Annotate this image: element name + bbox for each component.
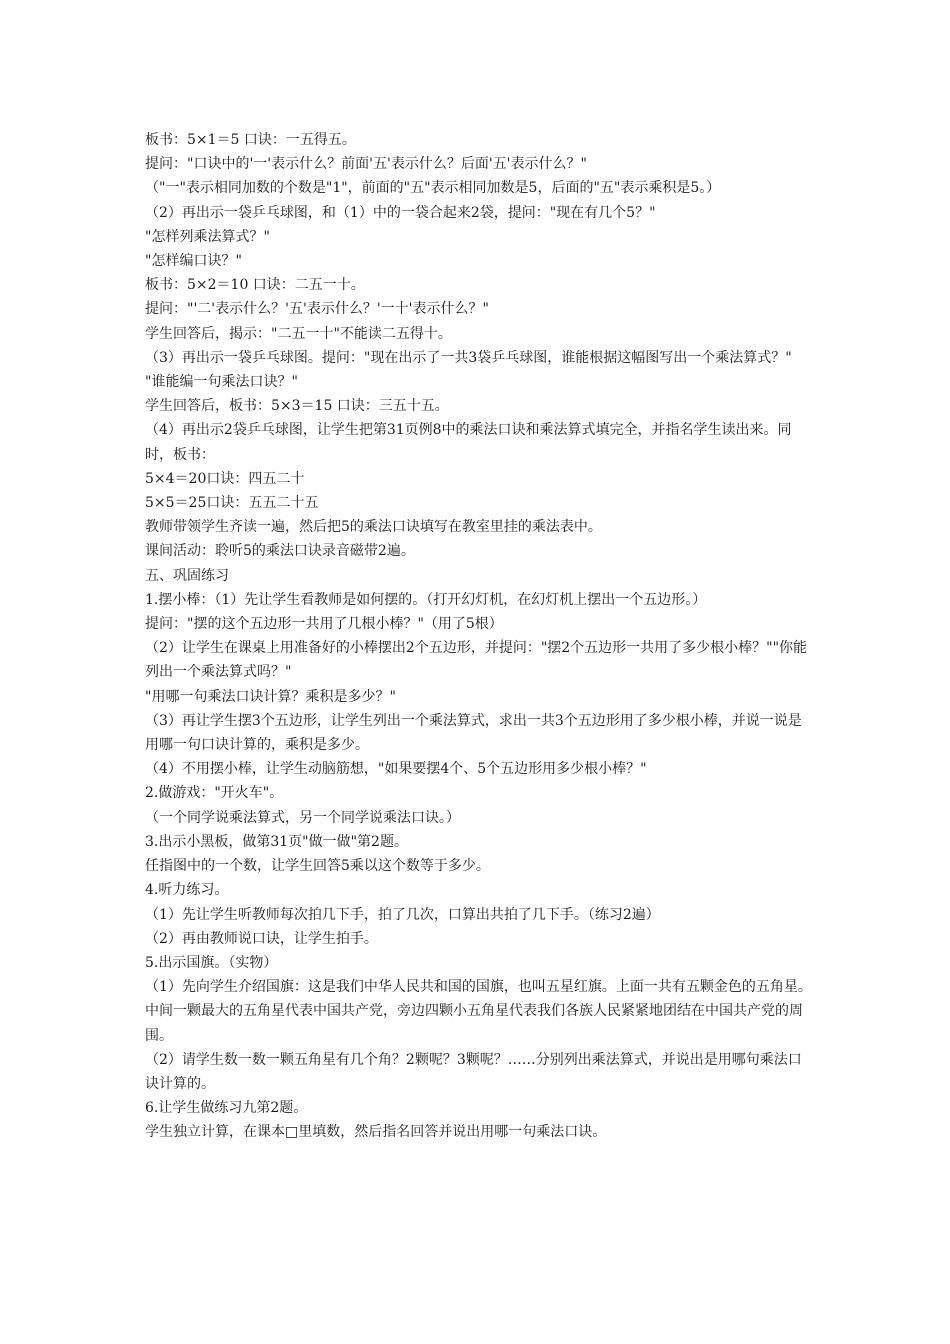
exercise-5-part-1: （1）先向学生介绍国旗：这是我们中华人民共和国的国旗，也叫五星红旗。上面一共有五颗金色的五角星。中间一颗最大的五角星代表中国共产党，旁边四颗小五角星代表我们各族人民紧紧地团结在中国共产党的周围。 xyxy=(145,979,812,1044)
question-which-rhyme: "用哪一句乘法口诀计算？乘积是多少？" xyxy=(145,688,396,705)
exercise-4-part-2: （2）再由教师说口诀，让学生拍手。 xyxy=(145,930,378,947)
exercise-6-workbook: 6.让学生做练习九第2题。 xyxy=(145,1100,308,1117)
board-writing-5x2: 板书：5×2＝10 口诀：二五一十。 xyxy=(145,277,365,294)
board-writing-5x5: 5×5＝25口诀：五五二十五 xyxy=(145,495,319,512)
reveal-er-wu-yishi: 学生回答后，揭示："二五一十"不能读二五得十。 xyxy=(145,325,452,342)
board-writing-5x4: 5×4＝20口诀：四五二十 xyxy=(145,470,305,487)
exercise-3-description: 任指图中的一个数，让学生回答5乘以这个数等于多少。 xyxy=(145,858,490,875)
question-who-can-make-rhyme: "谁能编一句乘法口诀？" xyxy=(145,374,298,391)
question-meaning-of-yi-wu: 提问："口诀中的'一'表示什么？前面'五'表示什么？后面'五'表示什么？" xyxy=(145,156,587,173)
break-activity: 课间活动：聆听5的乘法口诀录音磁带2遍。 xyxy=(145,543,415,560)
exercise-3-blackboard: 3.出示小黑板，做第31页"做一做"第2题。 xyxy=(145,833,408,850)
exercise-6-description: 学生独立计算，在课本□里填数，然后指名回答并说出用哪一句乘法口诀。 xyxy=(145,1124,607,1141)
question-er-wu-yishi: 提问："'二'表示什么？'五'表示什么？'一十'表示什么？" xyxy=(145,301,489,318)
question-how-to-make-rhyme: "怎样编口诀？" xyxy=(145,253,242,270)
exercise-5-part-2: （2）请学生数一数一颗五角星有几个角？2颗呢？3颗呢？……分别列出乘法算式，并说出是用哪句乘法口诀计算的。 xyxy=(145,1051,802,1092)
board-writing-5x3: 学生回答后，板书：5×3＝15 口诀：三五十五。 xyxy=(145,398,449,415)
exercise-1-part-4: （4）不用摆小棒，让学生动脑筋想，"如果要摆4个、5个五边形用多少根小棒？" xyxy=(145,761,647,778)
step-2-two-bags: （2）再出示一袋乒乓球图，和（1）中的一袋合起来2袋，提问："现在有几个5？" xyxy=(145,204,656,221)
exercise-2-description: （一个同学说乘法算式，另一个同学说乘法口诀。） xyxy=(145,809,460,826)
question-pentagon-sticks: 提问："摆的这个五边形一共用了几根小棒？"（用了5根） xyxy=(145,616,503,633)
answer-meaning-explanation: （"一"表示相同加数的个数是"1"，前面的"五"表示相同加数是5，后面的"五"表示乘积是5。） xyxy=(145,180,721,197)
question-how-to-write-formula: "怎样列乘法算式？" xyxy=(145,228,270,245)
board-writing-5x1: 板书：5×1＝5 口诀：一五得五。 xyxy=(145,132,356,148)
exercise-2-game: 2.做游戏："开火车"。 xyxy=(145,785,284,802)
exercise-4-part-1: （1）先让学生听教师每次拍几下手，拍了几次，口算出共拍了几下手。（练习2遍） xyxy=(145,906,660,923)
step-3-three-bags: （3）再出示一袋乒乓球图。提问："现在出示了一共3袋乒乓球图，谁能根据这幅图写出一个乘法算式？" xyxy=(145,349,792,366)
exercise-1-part-3: （3）再让学生摆3个五边形，让学生列出一个乘法算式，求出一共3个五边形用了多少根小棒，并说一说是用哪一句口诀计算的，乘积是多少。 xyxy=(145,712,802,754)
section-heading-practice: 五、巩固练习 xyxy=(145,567,229,584)
exercise-4-listening: 4.听力练习。 xyxy=(145,882,229,899)
teacher-leads-reading: 教师带领学生齐读一遍，然后把5的乘法口诀填写在教室里挂的乘法表中。 xyxy=(145,519,602,536)
exercise-1-part-2: （2）让学生在课桌上用准备好的小棒摆出2个五边形，并提问："摆2个五边形一共用了多少根小棒？""你能列出一个乘法算式吗？" xyxy=(145,640,808,681)
document-body xyxy=(145,128,813,1145)
step-4-fill-table: （4）再出示2袋乒乓球图，让学生把第31页例8中的乘法口诀和乘法算式填完全，并指名学生读出来。同时，板书： xyxy=(145,422,792,463)
exercise-1-sticks: 1.摆小棒：（1）先让学生看教师是如何摆的。（打开幻灯机，在幻灯机上摆出一个五边形。） xyxy=(145,591,707,608)
exercise-5-flag: 5.出示国旗。（实物） xyxy=(145,954,278,971)
